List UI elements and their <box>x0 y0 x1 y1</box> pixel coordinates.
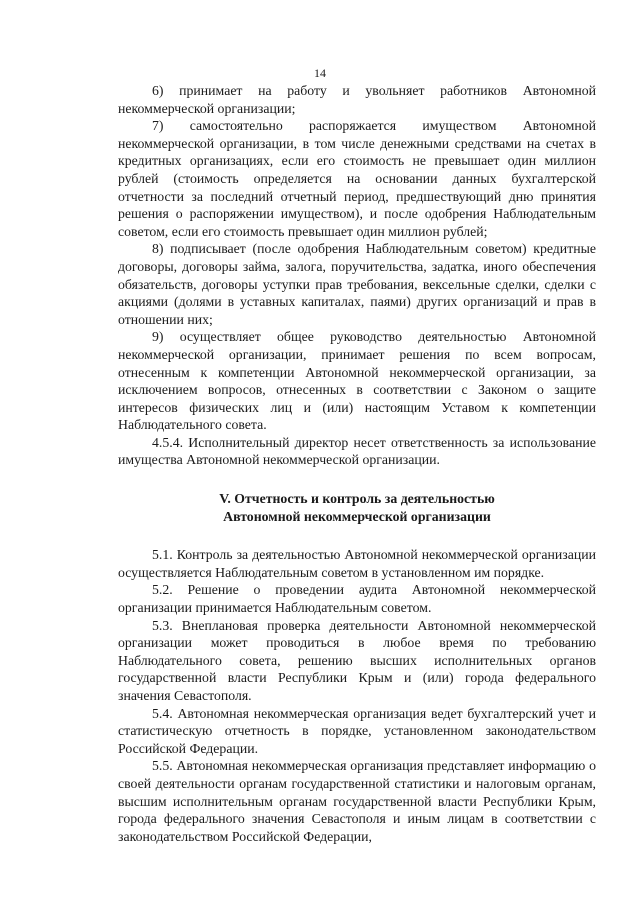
section-heading-line-1: V. Отчетность и контроль за деятельностью <box>219 491 495 507</box>
paragraph-item-6: 6) принимает на работу и увольняет работников Автономной некоммерческой организации; <box>118 83 596 116</box>
paragraph-item-8: 8) подписывает (после одобрения Наблюдательным советом) кредитные договоры, договоры займа, залога, поручительства, задатка, иного обеспечения обязательств, договоры уступки прав требования, вексельные сделки, сделки с акциями (долями в уставных капиталах, паями) других организаций и прав в отношении них; <box>118 241 596 327</box>
document-body <box>118 82 596 845</box>
paragraph-5-4: 5.4. Автономная некоммерческая организация ведет бухгалтерский учет и статистическую отчетность в порядке, установленном законодательством Российской Федерации. <box>118 705 596 756</box>
paragraph-5-5: 5.5. Автономная некоммерческая организация представляет информацию о своей деятельности органам государственной статистики и налоговым органам, высшим исполнительным органам государственной власти Республики Крым, города федерального значения Севастополя и иным лицам в соответствии с законодательством Российской Федерации, <box>118 758 596 844</box>
paragraph-5-3: 5.3. Внеплановая проверка деятельности Автономной некоммерческой организации может проводиться в любое время по требованию Наблюдательного совета, решению высших исполнительных органов государственной власти Республики Крым и (или) города федерального значения Севастополя. <box>118 617 596 703</box>
paragraph-item-7: 7) самостоятельно распоряжается имуществом Автономной некоммерческой организации, в том числе денежными средствами на счетах в кредитных организациях, если его стоимость не превышает один миллион рублей (стоимость определяется на основании данных бухгалтерской отчетности за последний отчетный период, предшествующий дню принятия решения о распоряжении имуществом), и после одобрения Наблюдательным советом, если его стоимость превышает один миллион рублей; <box>118 118 596 239</box>
paragraph-5-2: 5.2. Решение о проведении аудита Автономной некоммерческой организации принимается Наблюдательным советом. <box>118 582 596 616</box>
paragraph-5-1: 5.1. Контроль за деятельностью Автономной некоммерческой организации осуществляется Наблюдательным советом в установленном им порядке. <box>118 547 596 580</box>
page-number: 14 <box>314 66 326 80</box>
paragraph-item-9: 9) осуществляет общее руководство деятельностью Автономной некоммерческой организации, принимает решения по всем вопросам, отнесенным к компетенции Автономной некоммерческой организации, за исключением вопросов, отнесенных в соответствии с Законом о защите интересов физических лиц и (или) настоящим Уставом к компетенции Наблюдательного совета. <box>118 329 596 433</box>
section-heading <box>118 490 596 525</box>
section-heading-line-2: Автономной некоммерческой организации <box>223 508 491 524</box>
paragraph-4-5-4: 4.5.4. Исполнительный директор несет ответственность за использование имущества Автономной некоммерческой организации. <box>118 434 596 468</box>
